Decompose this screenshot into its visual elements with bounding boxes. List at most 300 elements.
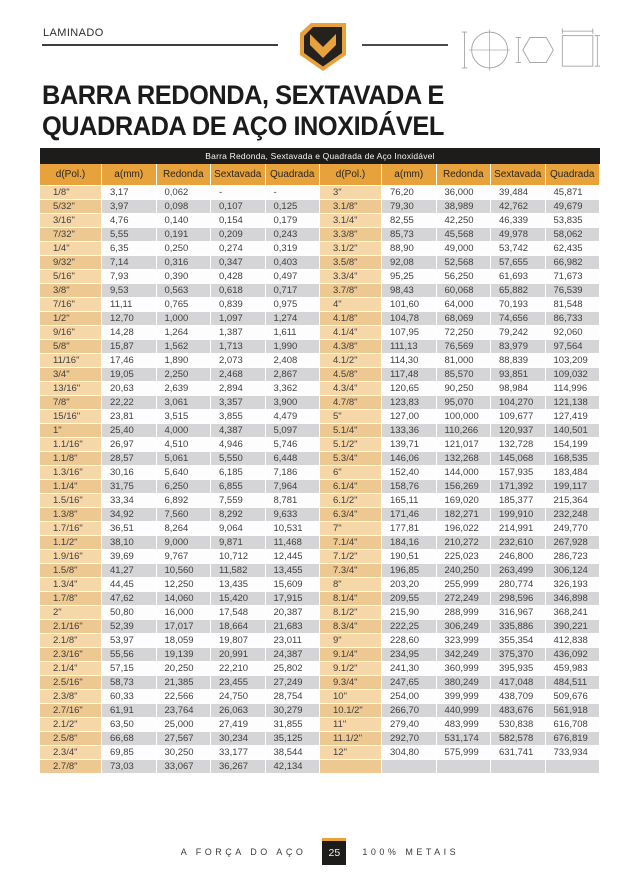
value-cell: - xyxy=(211,186,266,200)
value-cell: 2,073 xyxy=(211,354,266,368)
value-cell: 107,95 xyxy=(382,326,437,340)
value-cell: 1,264 xyxy=(157,326,212,340)
dpol-cell: 5.1/2" xyxy=(320,438,382,452)
value-cell: 272,249 xyxy=(437,592,492,606)
value-cell: 79,30 xyxy=(382,200,437,214)
page-title xyxy=(42,80,444,142)
value-cell: 1,611 xyxy=(266,326,321,340)
value-cell: 1,000 xyxy=(157,312,212,326)
value-cell: 436,092 xyxy=(546,648,601,662)
value-cell: 33,177 xyxy=(211,746,266,760)
value-cell: 2,408 xyxy=(266,354,321,368)
value-cell: 30,250 xyxy=(157,746,212,760)
value-cell: 38,10 xyxy=(102,536,157,550)
page-title-line1: BARRA REDONDA, SEXTAVADA E xyxy=(42,80,444,110)
value-cell: 156,269 xyxy=(437,480,492,494)
value-cell: 0,497 xyxy=(266,270,321,284)
value-cell: 15,420 xyxy=(211,592,266,606)
value-cell: 5,097 xyxy=(266,424,321,438)
value-cell: 4,946 xyxy=(211,438,266,452)
value-cell: 45,871 xyxy=(546,186,601,200)
value-cell: 0,140 xyxy=(157,214,212,228)
value-cell: 2,867 xyxy=(266,368,321,382)
value-cell: 10,560 xyxy=(157,564,212,578)
value-cell: 19,139 xyxy=(157,648,212,662)
value-cell: 6,892 xyxy=(157,494,212,508)
value-cell: 5,640 xyxy=(157,466,212,480)
header-rule-right xyxy=(362,44,448,46)
value-cell: 90,250 xyxy=(437,382,492,396)
dpol-cell: 1.3/16" xyxy=(40,466,102,480)
dpol-cell: 3.3/4" xyxy=(320,270,382,284)
dpol-cell: 13/16" xyxy=(40,382,102,396)
value-cell: 575,999 xyxy=(437,746,492,760)
value-cell: 8,292 xyxy=(211,508,266,522)
value-cell: 145,068 xyxy=(491,452,546,466)
dpol-cell: 8.1/2" xyxy=(320,606,382,620)
value-cell: 10,712 xyxy=(211,550,266,564)
dpol-cell: 11" xyxy=(320,718,382,732)
dpol-cell: 2.7/16" xyxy=(40,704,102,718)
value-cell: 255,999 xyxy=(437,578,492,592)
value-cell: 12,250 xyxy=(157,578,212,592)
value-cell: 114,30 xyxy=(382,354,437,368)
value-cell: 30,16 xyxy=(102,466,157,480)
value-cell: 144,000 xyxy=(437,466,492,480)
value-cell: 82,55 xyxy=(382,214,437,228)
dpol-cell: 1/4" xyxy=(40,242,102,256)
value-cell: 58,062 xyxy=(546,228,601,242)
column-header: Sextavada xyxy=(491,164,546,186)
value-cell: 182,271 xyxy=(437,508,492,522)
value-cell: 42,134 xyxy=(266,760,321,774)
value-cell: 1,990 xyxy=(266,340,321,354)
value-cell: 0,403 xyxy=(266,256,321,270)
value-cell xyxy=(437,760,492,774)
value-cell: 157,935 xyxy=(491,466,546,480)
value-cell: 49,000 xyxy=(437,242,492,256)
dpol-cell: 7.1/2" xyxy=(320,550,382,564)
value-cell: 104,78 xyxy=(382,312,437,326)
value-cell: 0,179 xyxy=(266,214,321,228)
value-cell: 25,40 xyxy=(102,424,157,438)
weight-table xyxy=(40,148,600,774)
dpol-cell: 5/32" xyxy=(40,200,102,214)
value-cell: 31,855 xyxy=(266,718,321,732)
value-cell: 22,22 xyxy=(102,396,157,410)
value-cell: 360,999 xyxy=(437,662,492,676)
value-cell: 15,87 xyxy=(102,340,157,354)
dpol-cell: 1.3/4" xyxy=(40,578,102,592)
value-cell: 23,81 xyxy=(102,410,157,424)
column-header: Redonda xyxy=(157,164,212,186)
value-cell: 49,978 xyxy=(491,228,546,242)
value-cell: 100,000 xyxy=(437,410,492,424)
value-cell: 215,90 xyxy=(382,606,437,620)
value-cell: 247,65 xyxy=(382,676,437,690)
value-cell: 24,750 xyxy=(211,690,266,704)
value-cell: 1,274 xyxy=(266,312,321,326)
value-cell: 279,40 xyxy=(382,718,437,732)
value-cell: 57,15 xyxy=(102,662,157,676)
value-cell: 63,50 xyxy=(102,718,157,732)
bar-shape-diagrams xyxy=(460,26,600,74)
dpol-cell: 7/32" xyxy=(40,228,102,242)
dpol-cell: 2" xyxy=(40,606,102,620)
value-cell: 18,059 xyxy=(157,634,212,648)
value-cell: 69,85 xyxy=(102,746,157,760)
dpol-cell: 6.1/2" xyxy=(320,494,382,508)
value-cell: 27,249 xyxy=(266,676,321,690)
dpol-cell: 4.5/8" xyxy=(320,368,382,382)
round-bar-icon xyxy=(462,29,510,70)
dpol-cell: 2.1/8" xyxy=(40,634,102,648)
value-cell: - xyxy=(266,186,321,200)
footer-slogan-right: 100% METAIS xyxy=(362,846,460,857)
value-cell: 33,34 xyxy=(102,494,157,508)
value-cell: 7,560 xyxy=(157,508,212,522)
value-cell: 154,199 xyxy=(546,438,601,452)
value-cell: 561,918 xyxy=(546,704,601,718)
value-cell: 95,070 xyxy=(437,396,492,410)
value-cell: 7,14 xyxy=(102,256,157,270)
dpol-cell: 3.5/8" xyxy=(320,256,382,270)
value-cell: 127,419 xyxy=(546,410,601,424)
value-cell: 0,319 xyxy=(266,242,321,256)
value-cell: 28,754 xyxy=(266,690,321,704)
value-cell: 98,984 xyxy=(491,382,546,396)
dpol-cell: 1.1/8" xyxy=(40,452,102,466)
value-cell: 39,484 xyxy=(491,186,546,200)
value-cell: 20,991 xyxy=(211,648,266,662)
value-cell: 5,061 xyxy=(157,452,212,466)
value-cell xyxy=(546,760,601,774)
value-cell: 61,693 xyxy=(491,270,546,284)
value-cell: 45,568 xyxy=(437,228,492,242)
value-cell: 10,531 xyxy=(266,522,321,536)
dpol-cell: 3" xyxy=(320,186,382,200)
value-cell: 132,268 xyxy=(437,452,492,466)
value-cell: 62,435 xyxy=(546,242,601,256)
value-cell: 342,249 xyxy=(437,648,492,662)
dpol-cell: 15/16" xyxy=(40,410,102,424)
value-cell: 71,673 xyxy=(546,270,601,284)
value-cell: 4,000 xyxy=(157,424,212,438)
dpol-cell: 3.7/8" xyxy=(320,284,382,298)
value-cell: 15,609 xyxy=(266,578,321,592)
value-cell: 5,550 xyxy=(211,452,266,466)
value-cell: 61,91 xyxy=(102,704,157,718)
value-cell: 66,68 xyxy=(102,732,157,746)
value-cell: 249,770 xyxy=(546,522,601,536)
value-cell: 417,048 xyxy=(491,676,546,690)
value-cell: 114,996 xyxy=(546,382,601,396)
dpol-cell xyxy=(320,760,382,774)
value-cell: 438,709 xyxy=(491,690,546,704)
value-cell: 165,11 xyxy=(382,494,437,508)
value-cell: 30,234 xyxy=(211,732,266,746)
value-cell: 483,676 xyxy=(491,704,546,718)
value-cell: 0,209 xyxy=(211,228,266,242)
dpol-cell: 8" xyxy=(320,578,382,592)
value-cell: 228,60 xyxy=(382,634,437,648)
value-cell xyxy=(491,760,546,774)
value-cell: 7,559 xyxy=(211,494,266,508)
value-cell: 1,713 xyxy=(211,340,266,354)
column-header: Sextavada xyxy=(211,164,266,186)
value-cell: 196,85 xyxy=(382,564,437,578)
value-cell: 6,250 xyxy=(157,480,212,494)
value-cell: 111,13 xyxy=(382,340,437,354)
dpol-cell: 2.3/8" xyxy=(40,690,102,704)
value-cell: 292,70 xyxy=(382,732,437,746)
dpol-cell: 3/4" xyxy=(40,368,102,382)
value-cell: 3,900 xyxy=(266,396,321,410)
value-cell: 168,535 xyxy=(546,452,601,466)
table-caption: Barra Redonda, Sextavada e Quadrada de Aço Inoxidável xyxy=(40,148,600,164)
value-cell: 355,354 xyxy=(491,634,546,648)
value-cell: 0,618 xyxy=(211,284,266,298)
value-cell: 9,000 xyxy=(157,536,212,550)
dpol-cell: 1/2" xyxy=(40,312,102,326)
dpol-cell: 1.5/8" xyxy=(40,564,102,578)
value-cell: 582,578 xyxy=(491,732,546,746)
value-cell: 146,06 xyxy=(382,452,437,466)
value-cell: 17,46 xyxy=(102,354,157,368)
value-cell: 21,683 xyxy=(266,620,321,634)
square-bar-icon xyxy=(562,28,600,66)
dpol-cell: 6.1/4" xyxy=(320,480,382,494)
value-cell: 3,362 xyxy=(266,382,321,396)
dpol-cell: 10" xyxy=(320,690,382,704)
value-cell: 76,539 xyxy=(546,284,601,298)
value-cell: 6,185 xyxy=(211,466,266,480)
value-cell: 49,679 xyxy=(546,200,601,214)
dpol-cell: 3.1/2" xyxy=(320,242,382,256)
value-cell: 1,097 xyxy=(211,312,266,326)
dpol-cell: 9.1/2" xyxy=(320,662,382,676)
value-cell: 27,567 xyxy=(157,732,212,746)
value-cell: 65,882 xyxy=(491,284,546,298)
value-cell: 76,569 xyxy=(437,340,492,354)
value-cell: 0,839 xyxy=(211,298,266,312)
column-header: a(mm) xyxy=(382,164,437,186)
dpol-cell: 2.3/4" xyxy=(40,746,102,760)
value-cell: 66,982 xyxy=(546,256,601,270)
dpol-cell: 5/16" xyxy=(40,270,102,284)
dpol-cell: 2.3/16" xyxy=(40,648,102,662)
value-cell: 81,548 xyxy=(546,298,601,312)
column-header: d(Pol.) xyxy=(320,164,382,186)
value-cell: 109,032 xyxy=(546,368,601,382)
value-cell: 23,011 xyxy=(266,634,321,648)
footer-slogan-left: A FORÇA DO AÇO xyxy=(180,846,307,857)
value-cell: 13,455 xyxy=(266,564,321,578)
value-cell: 0,250 xyxy=(157,242,212,256)
value-cell: 14,060 xyxy=(157,592,212,606)
value-cell: 395,935 xyxy=(491,662,546,676)
dpol-cell: 3.3/8" xyxy=(320,228,382,242)
value-cell: 0,316 xyxy=(157,256,212,270)
value-cell: 6,35 xyxy=(102,242,157,256)
dpol-cell: 1.1/16" xyxy=(40,438,102,452)
value-cell: 28,57 xyxy=(102,452,157,466)
value-cell: 120,937 xyxy=(491,424,546,438)
dpol-cell: 5.3/4" xyxy=(320,452,382,466)
value-cell: 92,08 xyxy=(382,256,437,270)
value-cell: 306,249 xyxy=(437,620,492,634)
value-cell: 23,455 xyxy=(211,676,266,690)
value-cell: 36,51 xyxy=(102,522,157,536)
value-cell: 20,63 xyxy=(102,382,157,396)
value-cell: 152,40 xyxy=(382,466,437,480)
value-cell: 214,991 xyxy=(491,522,546,536)
value-cell: 79,242 xyxy=(491,326,546,340)
value-cell: 85,73 xyxy=(382,228,437,242)
dpol-cell: 4.1/2" xyxy=(320,354,382,368)
value-cell: 127,00 xyxy=(382,410,437,424)
value-cell: 13,435 xyxy=(211,578,266,592)
dpol-cell: 7/16" xyxy=(40,298,102,312)
column-header: d(Pol.) xyxy=(40,164,102,186)
dpol-cell: 1.5/16" xyxy=(40,494,102,508)
dpol-cell: 1.7/16" xyxy=(40,522,102,536)
value-cell: 2,468 xyxy=(211,368,266,382)
value-cell: 225,023 xyxy=(437,550,492,564)
value-cell: 11,11 xyxy=(102,298,157,312)
value-cell: 0,717 xyxy=(266,284,321,298)
value-cell: 52,568 xyxy=(437,256,492,270)
value-cell: 55,56 xyxy=(102,648,157,662)
value-cell: 6,448 xyxy=(266,452,321,466)
value-cell: 459,983 xyxy=(546,662,601,676)
value-cell: 68,069 xyxy=(437,312,492,326)
value-cell: 42,250 xyxy=(437,214,492,228)
value-cell: 0,975 xyxy=(266,298,321,312)
value-cell: 266,70 xyxy=(382,704,437,718)
value-cell: 133,36 xyxy=(382,424,437,438)
value-cell: 2,250 xyxy=(157,368,212,382)
value-cell: 57,655 xyxy=(491,256,546,270)
value-cell: 26,063 xyxy=(211,704,266,718)
value-cell: 209,55 xyxy=(382,592,437,606)
dpol-cell: 1.7/8" xyxy=(40,592,102,606)
value-cell: 2,894 xyxy=(211,382,266,396)
value-cell: 177,81 xyxy=(382,522,437,536)
dpol-cell: 9.1/4" xyxy=(320,648,382,662)
value-cell: 484,511 xyxy=(546,676,601,690)
dpol-cell: 4.3/4" xyxy=(320,382,382,396)
value-cell: 326,193 xyxy=(546,578,601,592)
value-cell: 23,764 xyxy=(157,704,212,718)
value-cell: 132,728 xyxy=(491,438,546,452)
dpol-cell: 4.1/8" xyxy=(320,312,382,326)
metais-shield-logo-icon xyxy=(299,22,347,72)
value-cell: 171,46 xyxy=(382,508,437,522)
value-cell: 25,802 xyxy=(266,662,321,676)
value-cell: 171,392 xyxy=(491,480,546,494)
value-cell: 12,70 xyxy=(102,312,157,326)
value-cell: 531,174 xyxy=(437,732,492,746)
column-header: Quadrada xyxy=(266,164,321,186)
value-cell: 4,76 xyxy=(102,214,157,228)
column-header: Redonda xyxy=(437,164,492,186)
value-cell: 0,125 xyxy=(266,200,321,214)
value-cell: 11,582 xyxy=(211,564,266,578)
value-cell: 25,000 xyxy=(157,718,212,732)
value-cell: 86,733 xyxy=(546,312,601,326)
value-cell: 8,264 xyxy=(157,522,212,536)
value-cell: 26,97 xyxy=(102,438,157,452)
value-cell: 0,390 xyxy=(157,270,212,284)
dpol-cell: 5" xyxy=(320,410,382,424)
value-cell: 215,364 xyxy=(546,494,601,508)
value-cell: 9,633 xyxy=(266,508,321,522)
value-cell: 4,510 xyxy=(157,438,212,452)
value-cell: 7,93 xyxy=(102,270,157,284)
value-cell: 0,098 xyxy=(157,200,212,214)
value-cell: 58,73 xyxy=(102,676,157,690)
value-cell: 41,27 xyxy=(102,564,157,578)
value-cell: 3,515 xyxy=(157,410,212,424)
dpol-cell: 7" xyxy=(320,522,382,536)
dpol-cell: 1" xyxy=(40,424,102,438)
dpol-cell: 12" xyxy=(320,746,382,760)
value-cell: 103,209 xyxy=(546,354,601,368)
dpol-cell: 10.1/2" xyxy=(320,704,382,718)
value-cell: 139,71 xyxy=(382,438,437,452)
value-cell: 18,664 xyxy=(211,620,266,634)
dpol-cell: 7.1/4" xyxy=(320,536,382,550)
value-cell: 5,55 xyxy=(102,228,157,242)
dpol-cell: 1.1/4" xyxy=(40,480,102,494)
value-cell: 95,25 xyxy=(382,270,437,284)
value-cell: 33,067 xyxy=(157,760,212,774)
dpol-cell: 6.3/4" xyxy=(320,508,382,522)
value-cell: 64,000 xyxy=(437,298,492,312)
dpol-cell: 2.5/8" xyxy=(40,732,102,746)
hex-bar-icon xyxy=(516,37,554,62)
value-cell: 85,570 xyxy=(437,368,492,382)
value-cell: 123,83 xyxy=(382,396,437,410)
value-cell: 50,80 xyxy=(102,606,157,620)
value-cell: 35,125 xyxy=(266,732,321,746)
value-cell: 44,45 xyxy=(102,578,157,592)
value-cell: 0,062 xyxy=(157,186,212,200)
value-cell: 20,250 xyxy=(157,662,212,676)
value-cell: 38,544 xyxy=(266,746,321,760)
value-cell: 246,800 xyxy=(491,550,546,564)
value-cell: 42,762 xyxy=(491,200,546,214)
dpol-cell: 4.3/8" xyxy=(320,340,382,354)
dpol-cell: 9" xyxy=(320,634,382,648)
value-cell: 267,928 xyxy=(546,536,601,550)
value-cell: 263,499 xyxy=(491,564,546,578)
value-cell: 27,419 xyxy=(211,718,266,732)
value-cell: 110,266 xyxy=(437,424,492,438)
value-cell: 46,339 xyxy=(491,214,546,228)
value-cell: 241,30 xyxy=(382,662,437,676)
value-cell: 70,193 xyxy=(491,298,546,312)
value-cell: 190,51 xyxy=(382,550,437,564)
value-cell: 323,999 xyxy=(437,634,492,648)
value-cell: 254,00 xyxy=(382,690,437,704)
value-cell: 346,898 xyxy=(546,592,601,606)
value-cell: 16,000 xyxy=(157,606,212,620)
value-cell: 3,17 xyxy=(102,186,157,200)
value-cell: 93,851 xyxy=(491,368,546,382)
value-cell: 21,385 xyxy=(157,676,212,690)
